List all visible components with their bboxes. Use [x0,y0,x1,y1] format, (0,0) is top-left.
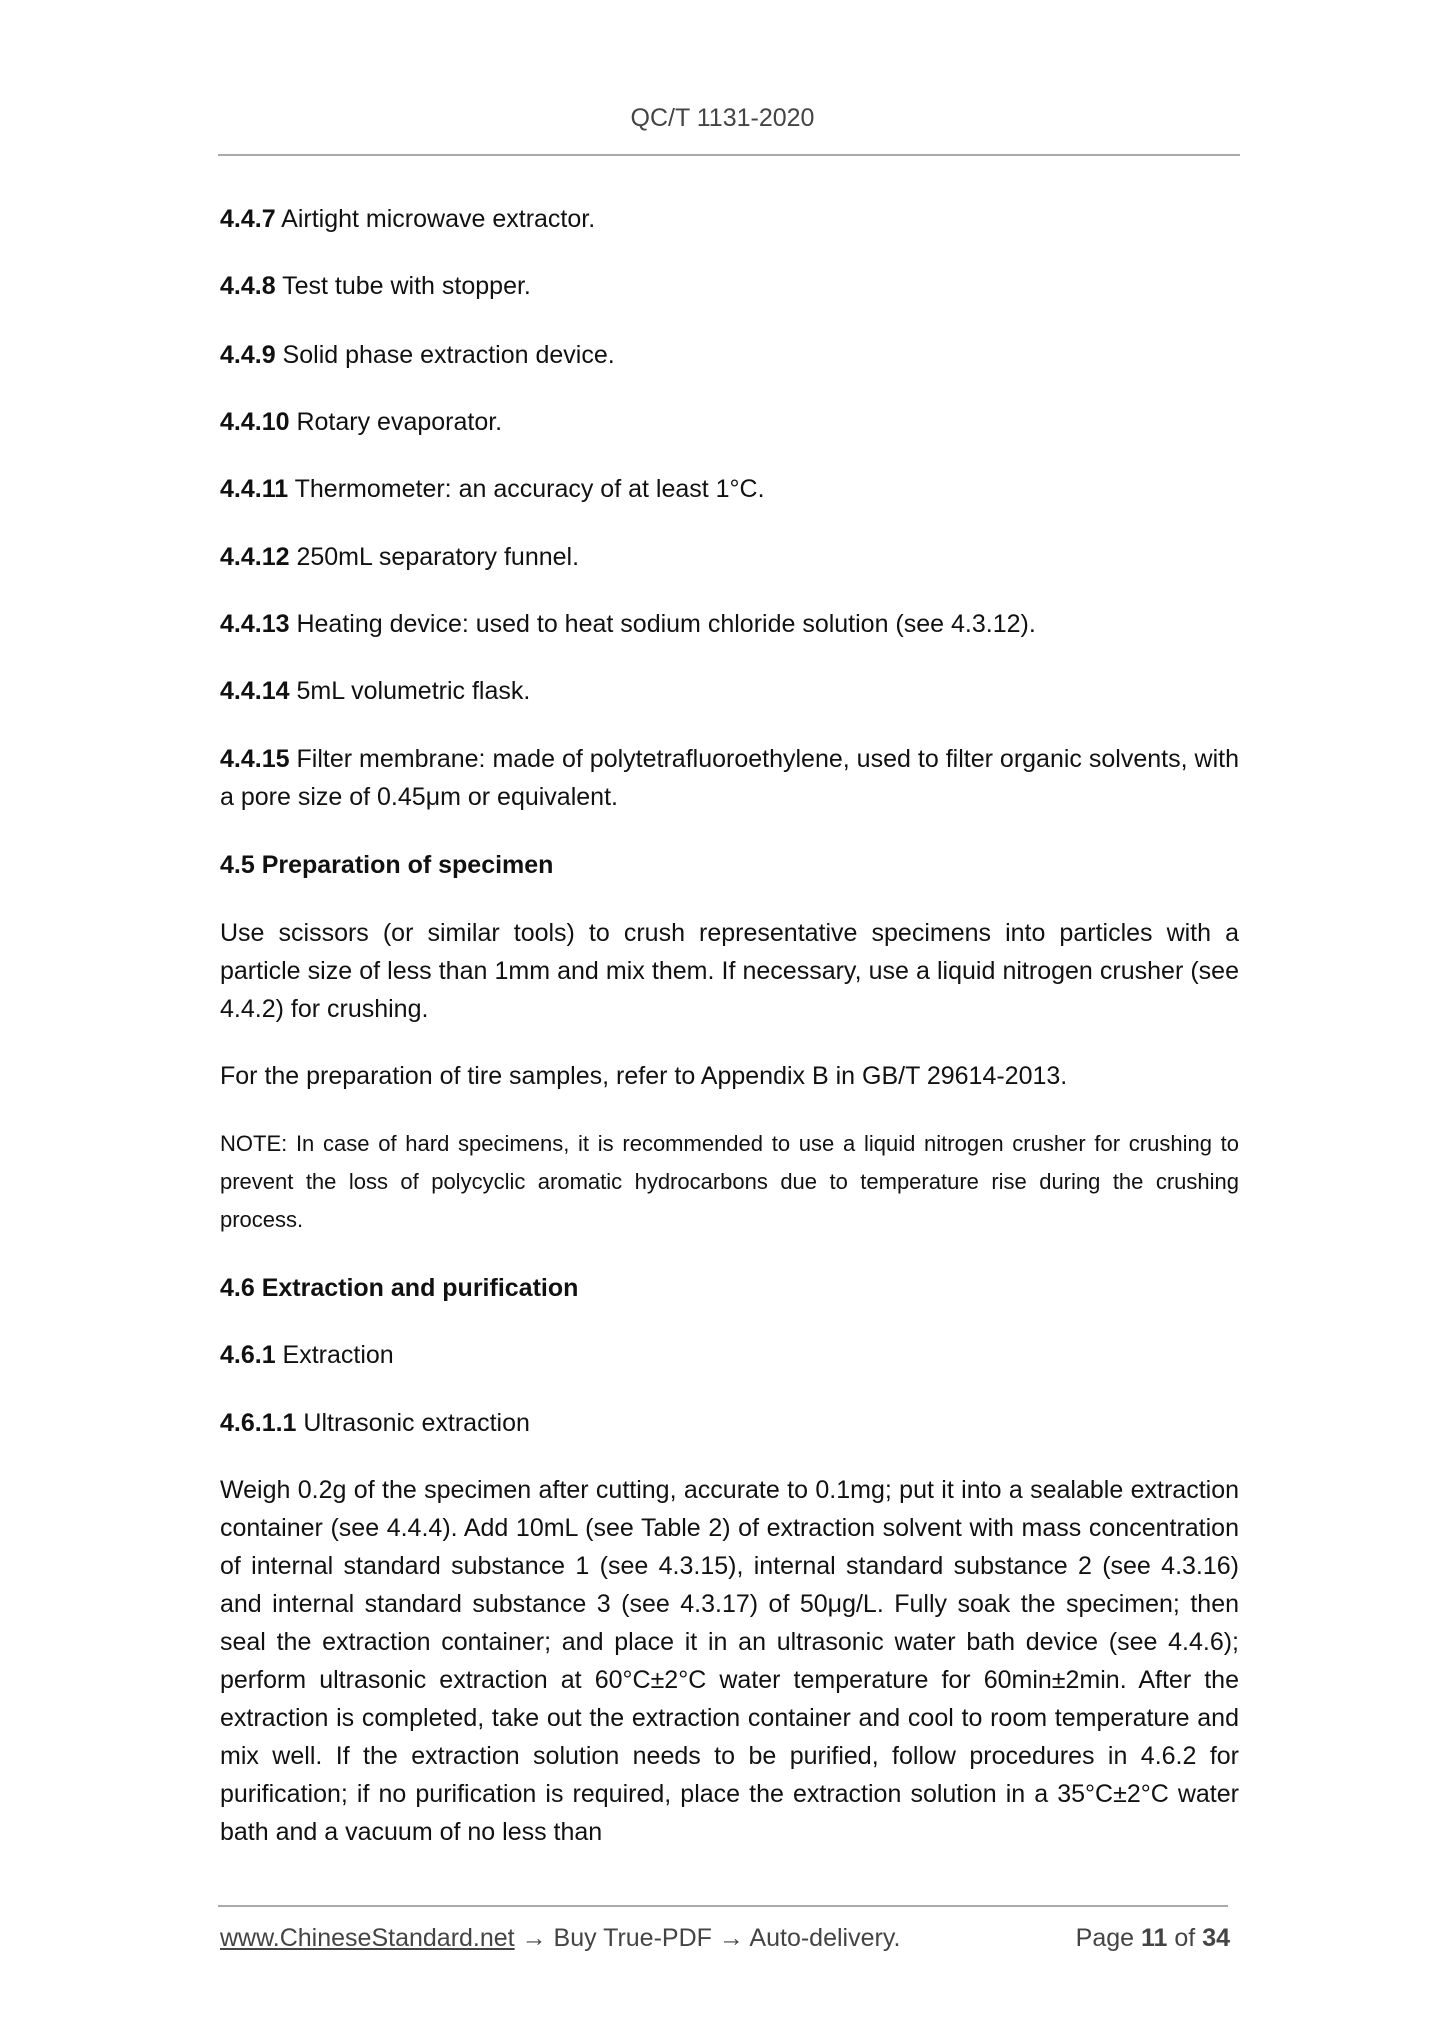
item-4-4-9: 4.4.9 Solid phase extraction device. [220,341,615,369]
item-4-4-14: 4.4.14 5mL volumetric flask. [220,677,531,705]
auto-delivery-text: Auto-delivery. [749,1924,901,1952]
item-4-4-11: 4.4.11 Thermometer: an accuracy of at least 1°C. [220,475,765,503]
website-link[interactable]: www.ChineseStandard.net [220,1924,515,1952]
subsection-4-6-1: 4.6.1 Extraction [220,1341,394,1369]
item-4-4-8: 4.4.8 Test tube with stopper. [220,272,531,300]
paragraph: Weigh 0.2g of the specimen after cutting, accurate to 0.1mg; put it into a sealable extraction container (see 4.4.4). Add 10mL (see Table 2) of extraction solvent with mass concentration of internal standard substance 1 (see 4.3.15), internal standard substance 2 (see 4.3.16) and internal standard substance 3 (see 4.3.17) of 50μg/L. Fully soak the specimen; then seal the extraction container; and place it in an ultrasonic water bath device (see 4.4.6); perform ultrasonic extraction at 60°C±2°C water temperature for 60min±2min. After the extraction is completed, take out the extraction container and cool to room temperature and mix well. If the extraction solution needs to be purified, follow procedures in 4.6.2 for purification; if no purification is required, place the extraction solution in a 35°C±2°C water bath and a vacuum of no less than [220,1476,1239,1846]
note: NOTE: In case of hard specimens, it is recommended to use a liquid nitrogen crusher for crushing to prevent the loss of polycyclic aromatic hydrocarbons due to temperature rise during the crushing process. [220,1131,1239,1232]
item-4-4-12: 4.4.12 250mL separatory funnel. [220,543,580,571]
arrow-icon: → [514,1924,554,1952]
footer [220,1924,1230,1953]
page-number: Page 11 of 34 [1075,1924,1230,1952]
header-title: QC/T 1131-2020 [630,104,815,132]
section-heading-4-6: 4.6 Extraction and purification [220,1274,579,1302]
buy-text: Buy True-PDF [553,1924,712,1952]
subsection-4-6-1-1: 4.6.1.1 Ultrasonic extraction [220,1409,530,1437]
item-4-4-15: 4.4.15 Filter membrane: made of polytetrafluoroethylene, used to filter organic solvents, with a pore size of 0.45μm or equivalent. [220,745,1239,811]
item-4-4-10: 4.4.10 Rotary evaporator. [220,408,503,436]
item-4-4-7: 4.4.7 Airtight microwave extractor. [220,205,596,233]
paragraph: For the preparation of tire samples, refer to Appendix B in GB/T 29614-2013. [220,1062,1068,1090]
header-divider [218,154,1240,156]
arrow-icon: → [711,1924,750,1952]
section-heading-4-5: 4.5 Preparation of specimen [220,851,554,879]
paragraph: Use scissors (or similar tools) to crush representative specimens into particles with a particle size of less than 1mm and mix them. If necessary, use a liquid nitrogen crusher (see 4.4.2) for crushing. [220,919,1239,1023]
item-4-4-13: 4.4.13 Heating device: used to heat sodium chloride solution (see 4.3.12). [220,610,1036,638]
footer-divider [218,1905,1228,1907]
